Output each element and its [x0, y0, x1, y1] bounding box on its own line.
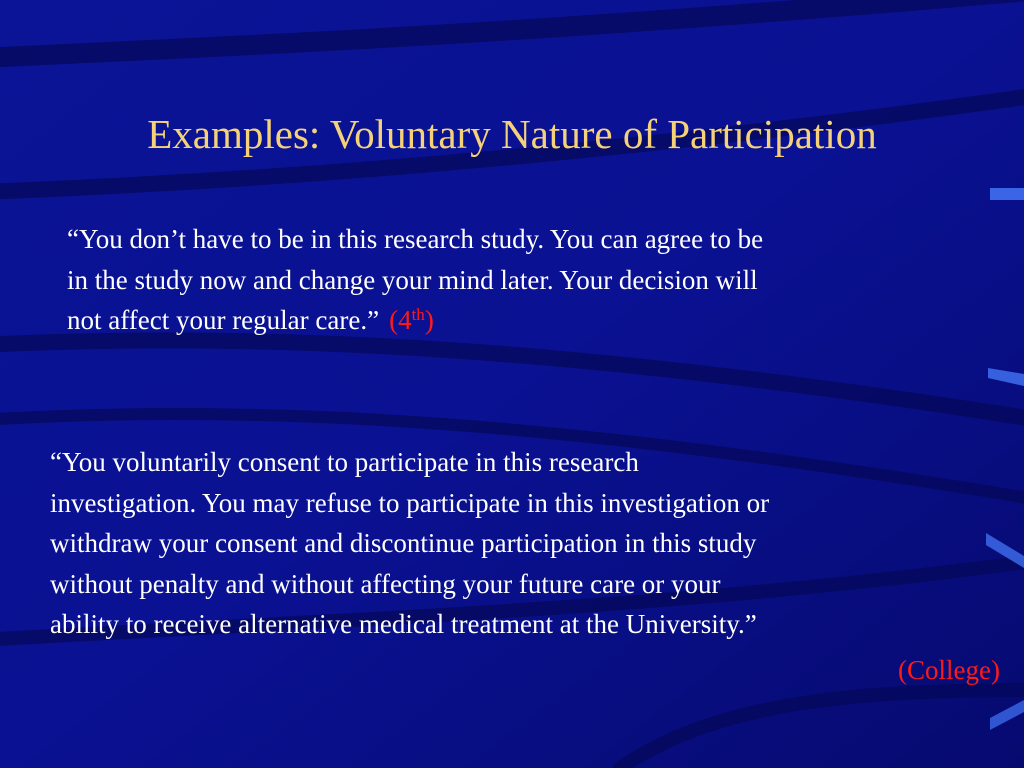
quote-fourth-grade: [67, 219, 967, 341]
source-number: (4: [389, 305, 412, 335]
quote-line: without penalty and without affecting your future care or your: [50, 568, 721, 599]
quote-line: in the study now and change your mind later. Your decision will: [67, 264, 758, 295]
source-label-fourth: [389, 305, 434, 335]
quote-line: ability to receive alternative medical treatment at the University.”: [50, 609, 757, 639]
slide-title: Examples: Voluntary Nature of Participation: [147, 111, 877, 157]
quote-college: [50, 442, 1010, 645]
quote-line: investigation. You may refuse to participate in this investigation or: [50, 487, 770, 518]
quote-line: “You voluntarily consent to participate in this research: [50, 447, 639, 477]
source-label-college: (College): [898, 655, 1000, 685]
source-superscript: th: [411, 305, 425, 324]
quote-line: withdraw your consent and discontinue participation in this study: [50, 528, 757, 558]
quote-line: “You don’t have to be in this research study. You can agree to be: [67, 224, 764, 254]
quote-line: not affect your regular care.”: [67, 305, 380, 335]
quote-line-with-source: [67, 300, 967, 341]
source-close: ): [424, 305, 434, 335]
